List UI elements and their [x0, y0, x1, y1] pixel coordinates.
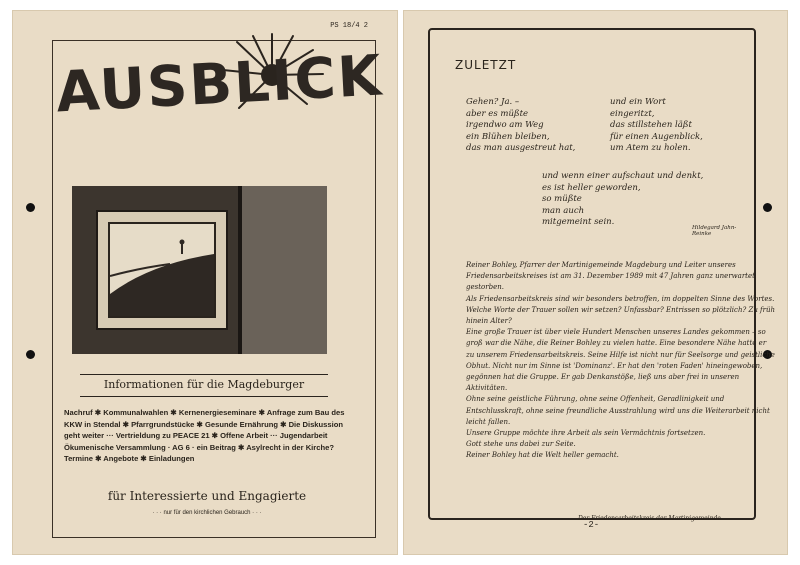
paragraph: Als Friedensarbeitskreis sind wir besonders betroffen, im doppelten Sinne des Wortes. Welche Worte der Trauer sollen wir setzen? Unfassbar? Entrissen so plötzlich? Zu früh hinein Alter?	[466, 294, 776, 326]
topics-line: Ökumenische Versammlung · AG 6 · ein Beitrag ✱ Asylrecht in der Kirche?	[64, 442, 334, 452]
left-page	[12, 10, 398, 555]
paragraph: Ohne seine geistliche Führung, ohne seine Offenheit, Geradlinigkeit und Entschlusskraft, ohne seine freundliche Ausstrahlung wird uns die Weiterarbeit nicht leicht fallen.	[466, 395, 770, 426]
poem-left-column: Gehen? Ja. – aber es müßte irgendwo am Weg ein Blühen bleiben, das man ausgestreut hat,	[466, 97, 576, 153]
punch-hole-top	[763, 203, 772, 212]
paragraph: Gott stehe uns dabei zur Seite.	[466, 440, 576, 449]
poem-right-column: und ein Wort eingeritzt, das stillstehen läßt für einen Augenblick, um Atem zu holen.	[610, 97, 703, 153]
topics-line: KKW in Stendal ✱ Pfarrgrundstücke ✱ Gesunde Ernährung ✱ Die Diskussion	[64, 419, 344, 429]
page-number: -2-	[583, 520, 600, 530]
obituary-text	[466, 260, 776, 462]
picture-frame	[96, 210, 228, 330]
info-heading: Informationen für die Magdeburger	[103, 378, 305, 391]
usage-note: · · · nur für den kirchlichen Gebrauch · · ·	[152, 510, 262, 516]
poem-author: Hildegard Jahn-Reinke	[692, 225, 737, 237]
door-panel	[242, 186, 327, 354]
text-frame	[428, 28, 776, 522]
paragraph: Reiner Bohley hat die Welt heller gemacht.	[466, 451, 619, 460]
issue-code: PS 18/4 2	[330, 22, 368, 30]
topics-list	[64, 407, 364, 465]
page-title: ZULETZT	[455, 58, 517, 72]
closing-signature: Der Friedensarbeitskreis der Martinigemeinde	[578, 515, 721, 522]
topics-line: Nachruf ✱ Kommunalwahlen ✱ Kernenergieseminare ✱ Anfrage zum Bau des	[64, 408, 345, 417]
info-rule-top	[80, 374, 328, 375]
audience-line: für Interessierte und Engagierte	[107, 489, 307, 503]
topics-line: geht weiter ··· Vertrieldung zu PEACE 21 ✱ Offene Arbeit ··· Jugendarbeit	[64, 431, 328, 440]
topics-line: Termine ✱ Angebote ✱ Einladungen	[64, 454, 195, 463]
poem-ending: und wenn einer aufschaut und denkt, es ist heller geworden, so müßte man auch mitgemeint sein.	[542, 171, 704, 227]
punch-hole-bottom	[26, 350, 35, 359]
masthead-title: AUSBLICK	[54, 43, 385, 126]
paragraph: Reiner Bohley, Pfarrer der Martinigemeinde Magdeburg und Leiter unseres Friedensarbeitskreises ist am 31. Dezember 1989 mit 47 Jahren ganz unerwartet gestorben.	[466, 261, 755, 292]
cover-illustration	[72, 186, 327, 354]
paragraph: Eine große Trauer ist über viele Hundert Menschen unseres Landes gekommen – so groß war die Nähe, die Reiner Bohley zu vielen hatte. Eine besondere Nähe hatte er zu unserem Friedensarbeitskreis. Seine Hilfe ist nicht nur für Seelsorge und geistliche Obhut. Nicht nur im Sinne ist 'Dominanz'. Er hat den 'roten Faden' hineingewoben, gegönnen hat die Gruppe. Er gab Denkanstöße, ließ uns aber frei in unseren Aktivitäten.	[466, 328, 775, 393]
punch-hole-top	[26, 203, 35, 212]
landscape-scene	[108, 222, 216, 318]
info-rule-bottom	[80, 396, 328, 397]
paragraph: Unsere Gruppe möchte ihre Arbeit als sein Vermächtnis fortsetzen.	[466, 429, 706, 438]
right-page	[403, 10, 788, 555]
